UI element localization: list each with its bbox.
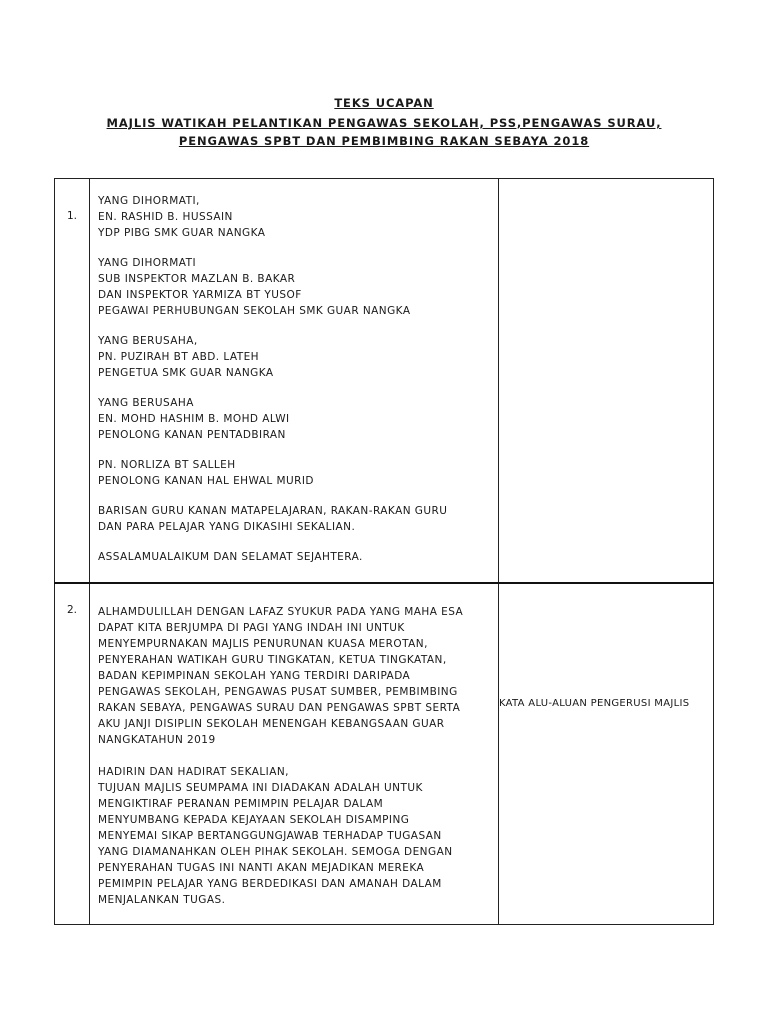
paragraph: HADIRIN DAN HADIRAT SEKALIAN, TUJUAN MAJLIS SEUMPAMA INI DIADAKAN ADALAH UNTUK MENGIKTIRAF PERANAN PEMIMPIN PELAJAR DALAM MENYUMBANG KEPADA KEJAYAAN SEKOLAH DISAMPING MENYEMAI SIKAP BERTANGGUNGJAWAB TERHADAP TUGASAN YANG DIAMANAHKAN OLEH PIHAK SEKOLAH. SEMOGA DENGAN PENYERAHAN TUGAS INI NANTI AKAN MEJADIKAN MEREKA PEMIMPIN PELAJAR YANG BERDEDIKASI DAN AMANAH DALAM MENJALANKAN TUGAS.	[98, 765, 453, 906]
table-row	[55, 179, 714, 583]
note-cell	[499, 583, 714, 925]
note-cell	[499, 179, 714, 583]
document-title: TEKS UCAPAN	[334, 96, 434, 110]
row-number: 1.	[66, 210, 78, 222]
paragraph: YANG DIHORMATI SUB INSPEKTOR MAZLAN B. BAKAR DAN INSPEKTOR YARMIZA BT YUSOF PEGAWAI PERHUBUNGAN SEKOLAH SMK GUAR NANGKA	[98, 257, 411, 317]
note-text: KATA ALU-ALUAN PENGERUSI MAJLIS	[499, 697, 690, 709]
row-number-cell	[55, 583, 90, 925]
paragraph: BARISAN GURU KANAN MATAPELAJARAN, RAKAN-RAKAN GURU DAN PARA PELAJAR YANG DIKASIHI SEKALIAN.	[98, 505, 448, 533]
row-number-cell	[55, 179, 90, 583]
document-subtitle-line-1: MAJLIS WATIKAH PELANTIKAN PENGAWAS SEKOLAH, PSS,PENGAWAS SURAU,	[106, 116, 662, 130]
paragraph: ALHAMDULILLAH DENGAN LAFAZ SYUKUR PADA YANG MAHA ESA DAPAT KITA BERJUMPA DI PAGI YANG INDAH INI UNTUK MENYEMPURNAKAN MAJLIS PENURUNAN KUASA MEROTAN, PENYERAHAN WATIKAH GURU TINGKATAN, KETUA TINGKATAN, BADAN KEPIMPINAN SEKOLAH YANG TERDIRI DARIPADA PENGAWAS SEKOLAH, PENGAWAS PUSAT SUMBER, PEMBIMBING RAKAN SEBAYA, PENGAWAS SURAU DAN PENGAWAS SPBT SERTA AKU JANJI DISIPLIN SEKOLAH MENENGAH KEBANGSAAN GUAR NANGKATAHUN 2019	[98, 605, 464, 746]
speech-text-cell	[90, 179, 499, 583]
paragraph: ASSALAMUALAIKUM DAN SELAMAT SEJAHTERA.	[98, 551, 363, 563]
paragraph: PN. NORLIZA BT SALLEH PENOLONG KANAN HAL EHWAL MURID	[98, 459, 314, 487]
speech-table	[54, 178, 714, 925]
paragraph: YANG BERUSAHA EN. MOHD HASHIM B. MOHD ALWI PENOLONG KANAN PENTADBIRAN	[98, 397, 290, 441]
table-row	[55, 583, 714, 925]
speech-text-cell	[90, 583, 499, 925]
document-subtitle-line-2: PENGAWAS SPBT DAN PEMBIMBING RAKAN SEBAYA 2018	[178, 134, 590, 148]
paragraph: YANG BERUSAHA, PN. PUZIRAH BT ABD. LATEH PENGETUA SMK GUAR NANGKA	[98, 335, 274, 379]
row-number: 2.	[66, 603, 78, 616]
paragraph: YANG DIHORMATI, EN. RASHID B. HUSSAIN YDP PIBG SMK GUAR NANGKA	[98, 195, 266, 239]
